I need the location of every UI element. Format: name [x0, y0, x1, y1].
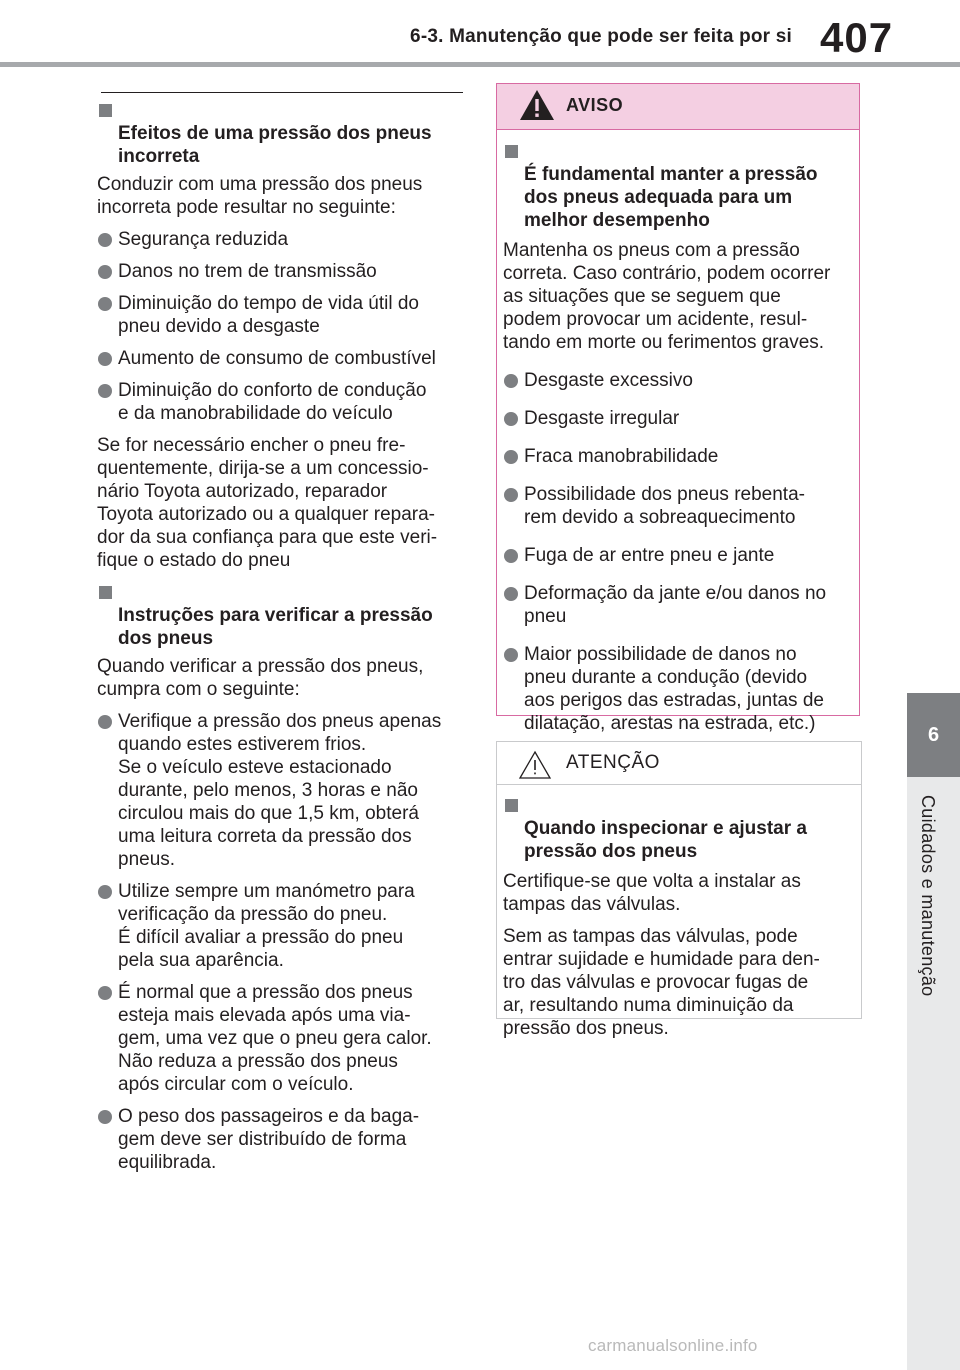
caution-box: [496, 741, 862, 1039]
round-bullet-icon: [98, 352, 112, 366]
warning-intro: Mantenha os pneus com a pressão correta. Caso contrário, podem ocorrer as situações que se seguem que podem provocar um acidente, resul- tando em morte ou ferimentos graves.: [503, 240, 831, 353]
caution-header: [497, 742, 861, 785]
list-item: [97, 710, 463, 871]
list-item-text: Fraca manobrabilidade: [524, 446, 719, 467]
heading-text: Efeitos de uma pressão dos pneus incorreta: [118, 123, 432, 167]
list-item-text: Possibilidade dos pneus rebenta- rem devido a sobreaquecimento: [524, 484, 805, 528]
round-bullet-icon: [504, 450, 518, 464]
list-item-text: Utilize sempre um manómetro para verificação da pressão do pneu. É difícil avaliar a pressão do pneu pela sua aparência.: [118, 881, 415, 971]
list-item: [97, 379, 463, 425]
warning-triangle-icon: [518, 88, 556, 122]
list-item: [503, 643, 853, 735]
list-item: [503, 407, 853, 430]
heading-text: Instruções para verificar a pressão dos pneus: [118, 605, 433, 649]
list-item: [97, 1105, 463, 1174]
chapter-title: Cuidados e manutenção: [918, 795, 938, 997]
caution-triangle-icon: [518, 750, 552, 780]
square-bullet-icon: [99, 104, 112, 117]
list-item: [503, 369, 853, 392]
round-bullet-icon: [98, 233, 112, 247]
caution-paragraph: Certifique-se que volta a instalar as tampas das válvulas.: [503, 871, 801, 915]
list-item: [503, 582, 853, 628]
list-item: [503, 544, 853, 567]
list-item-text: Desgaste excessivo: [524, 370, 693, 391]
warning-header: [497, 84, 859, 130]
round-bullet-icon: [98, 986, 112, 1000]
header-rule: [0, 62, 960, 67]
round-bullet-icon: [98, 885, 112, 899]
caution-heading: [503, 794, 855, 863]
round-bullet-icon: [98, 297, 112, 311]
heading-text: Quando inspecionar e ajustar a pressão dos pneus: [524, 818, 807, 862]
list-item: [97, 981, 463, 1096]
section-heading-pressure-effects: [97, 99, 463, 168]
list-item-text: É normal que a pressão dos pneus esteja mais elevada após uma via- gem, uma vez que o pneu gera calor. Não reduza a pressão dos pneus após circular com o veículo.: [118, 982, 432, 1095]
page-number: 407: [820, 14, 894, 61]
round-bullet-icon: [98, 715, 112, 729]
list-item: [97, 260, 463, 283]
round-bullet-icon: [504, 374, 518, 388]
caution-title: ATENÇÃO: [566, 752, 660, 773]
section-divider: [101, 92, 463, 93]
paragraph-intro: Conduzir com uma pressão dos pneus incorreta pode resultar no seguinte:: [97, 174, 423, 218]
list-item-text: Segurança reduzida: [118, 229, 289, 250]
watermark: carmanualsonline.info: [588, 1336, 758, 1355]
round-bullet-icon: [504, 488, 518, 502]
square-bullet-icon: [505, 799, 518, 812]
list-item-text: Desgaste irregular: [524, 408, 680, 429]
list-item: [503, 445, 853, 468]
list-item-text: Fuga de ar entre pneu e jante: [524, 545, 775, 566]
warning-box: [496, 83, 860, 734]
square-bullet-icon: [505, 145, 518, 158]
warning-heading: [503, 140, 853, 232]
round-bullet-icon: [504, 587, 518, 601]
caution-body: [497, 785, 861, 1040]
list-item: [97, 347, 463, 370]
list-item-text: Diminuição do conforto de condução e da manobrabilidade do veículo: [118, 380, 427, 424]
square-bullet-icon: [99, 586, 112, 599]
round-bullet-icon: [504, 549, 518, 563]
list-item: [97, 292, 463, 338]
warning-title: AVISO: [566, 95, 624, 115]
paragraph-closing: Se for necessário encher o pneu fre- quentemente, dirija-se a um concessio- nário Toyota autorizado, reparador Toyota autorizado ou a qualquer repara- dor da sua confiança para que este veri- fique o estado do pneu: [97, 435, 438, 571]
list-item-text: O peso dos passageiros e da baga- gem deve ser distribuído de forma equilibrada.: [118, 1106, 420, 1173]
round-bullet-icon: [98, 1110, 112, 1124]
section-title: 6-3. Manutenção que pode ser feita por si: [410, 26, 792, 47]
list-item-text: Aumento de consumo de combustível: [118, 348, 436, 369]
list-item-text: Danos no trem de transmissão: [118, 261, 377, 282]
list-item: [503, 483, 853, 529]
paragraph-intro: Quando verificar a pressão dos pneus, cumpra com o seguinte:: [97, 656, 424, 700]
list-item: [97, 880, 463, 972]
list-item-text: Deformação da jante e/ou danos no pneu: [524, 583, 827, 627]
chapter-number: 6: [927, 724, 940, 746]
list-item: [97, 228, 463, 251]
list-item-text: Verifique a pressão dos pneus apenas quando estes estiverem frios. Se o veículo esteve estacionado durante, pelo menos, 3 horas e não circulou mais do que 1,5 km, obterá uma leitura correta da pressão dos pneus.: [118, 711, 442, 870]
left-column: [97, 92, 463, 1183]
list-item-text: Maior possibilidade de danos no pneu durante a condução (devido aos perigos das estradas, juntas de dilatação, arestas na estrada, etc.): [524, 644, 824, 734]
round-bullet-icon: [98, 384, 112, 398]
caution-paragraph: Sem as tampas das válvulas, pode entrar sujidade e humidade para den- tro das válvulas e provocar fugas de ar, resultando numa diminuição da pressão dos pneus.: [503, 926, 820, 1039]
section-heading-check-instructions: [97, 581, 463, 650]
list-item-text: Diminuição do tempo de vida útil do pneu devido a desgaste: [118, 293, 420, 337]
round-bullet-icon: [504, 648, 518, 662]
round-bullet-icon: [98, 265, 112, 279]
round-bullet-icon: [504, 412, 518, 426]
warning-body: [497, 130, 859, 735]
heading-text: É fundamental manter a pressão dos pneus adequada para um melhor desempenho: [524, 164, 818, 231]
